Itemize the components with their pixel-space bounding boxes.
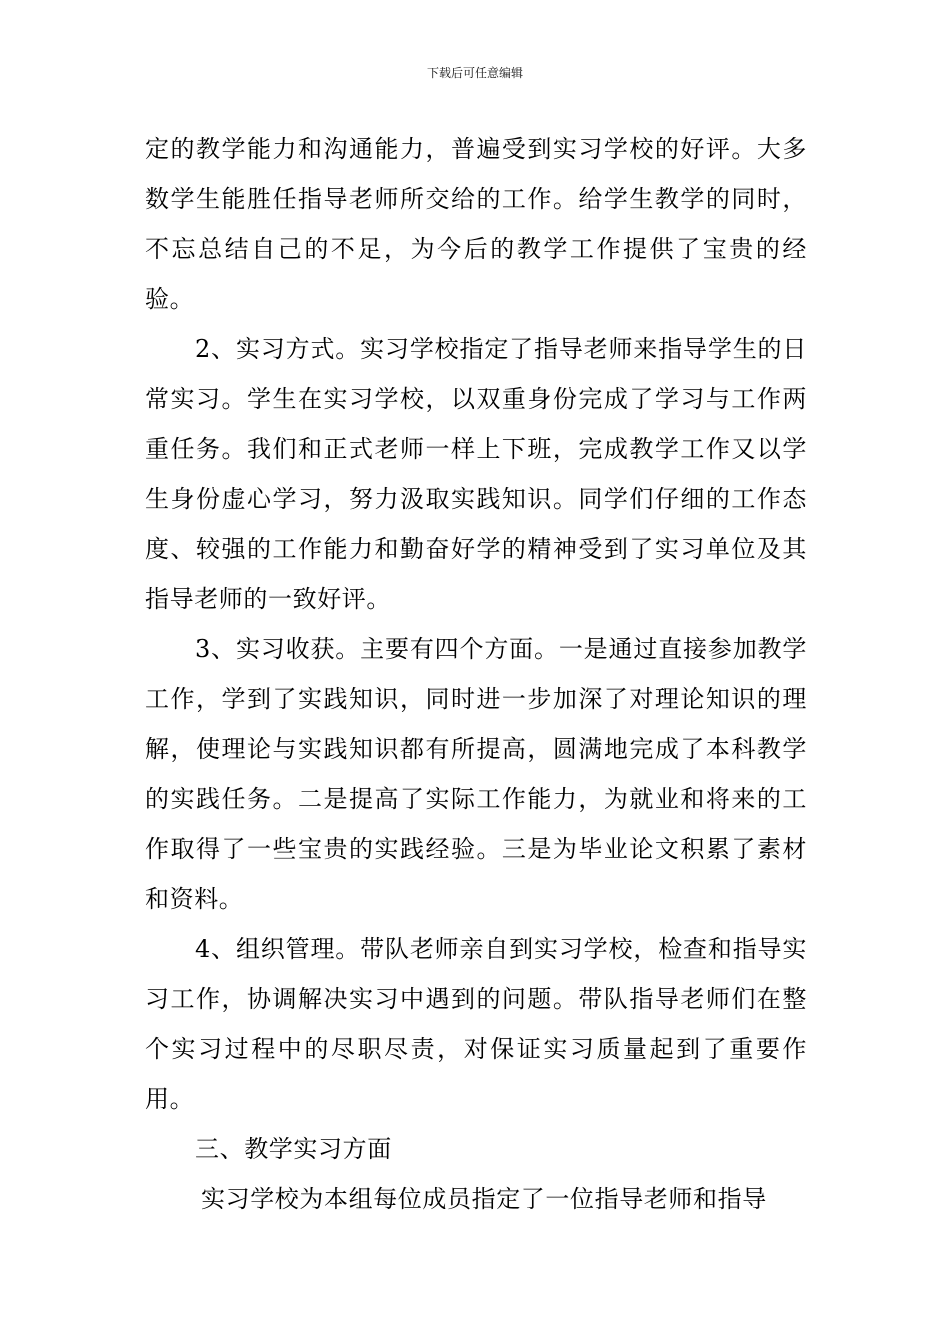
- page-header: 下载后可任意编辑: [426, 66, 523, 80]
- paragraph-teaching-practice-start: 实习学校为本组每位成员指定了一位指导老师和指导: [201, 1185, 767, 1213]
- paragraph-continuation: 定的教学能力和沟通能力，普遍受到实习学校的好评。大多数学生能胜任指导老师所交给的工作。给学生教学的同时，不忘总结自己的不足，为今后的教学工作提供了宝贵的经验。: [145, 135, 807, 313]
- document-body: [145, 124, 807, 1224]
- paragraph-internship-gains: 3、实习收获。主要有四个方面。一是通过直接参加教学工作，学到了实践知识，同时进一步加深了对理论知识的理解，使理论与实践知识都有所提高，圆满地完成了本科教学的实践任务。二是提高了实际工作能力，为就业和将来的工作取得了一些宝贵的实践经验。三是为毕业论文积累了素材和资料。: [145, 635, 807, 913]
- paragraph-internship-method: 2、实习方式。实习学校指定了指导老师来指导学生的日常实习。学生在实习学校，以双重身份完成了学习与工作两重任务。我们和正式老师一样上下班，完成教学工作又以学生身份虚心学习，努力汲取实践知识。同学们仔细的工作态度、较强的工作能力和勤奋好学的精神受到了实习单位及其指导老师的一致好评。: [145, 335, 807, 613]
- paragraph-organization-management: 4、组织管理。带队老师亲自到实习学校，检查和指导实习工作，协调解决实习中遇到的问题。带队指导老师们在整个实习过程中的尽职尽责，对保证实习质量起到了重要作用。: [145, 935, 807, 1113]
- section-heading-teaching-practice: 三、教学实习方面: [195, 1135, 392, 1163]
